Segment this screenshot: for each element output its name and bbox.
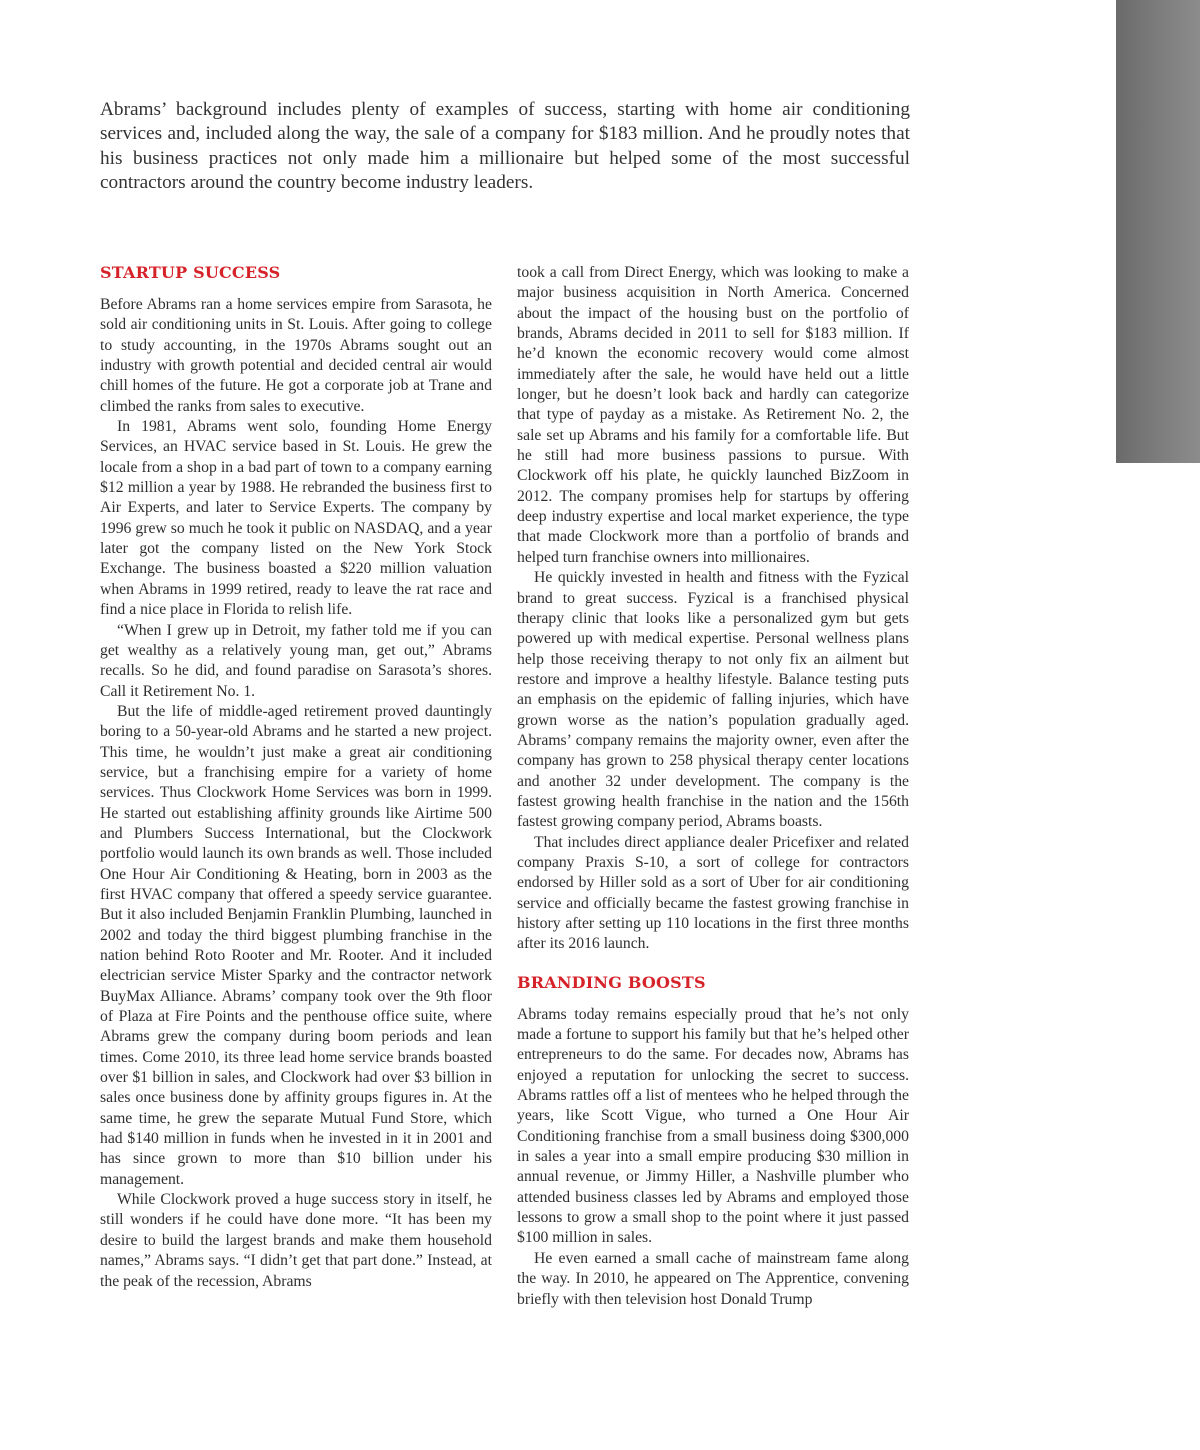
- body-paragraph: He even earned a small cache of mainstream fame along the way. In 2010, he appeared on The Apprentice, convening briefly with then television host Donald Trump: [517, 1249, 909, 1308]
- body-paragraph: took a call from Direct Energy, which was looking to make a major business acquisition in North America. Concerned about the impact of the housing bust on the portfolio of brands, Abrams decided in 2011 to sell for $183 million. If he’d known the economic recovery would come almost immediately after the sale, he would have held out a little longer, but he doesn’t look back and hardly can categorize that type of payday as a mistake. As Retirement No. 2, the sale set up Abrams and his family for a comfortable life. But he still had more business passions to pursue. With Clockwork off his plate, he quickly launched BizZoom in 2012. The company promises help for startups by offering deep industry expertise and local market experience, the type that made Clockwork more than a portfolio of brands and helped turn franchise owners into millionaires.: [517, 264, 909, 566]
- body-paragraph: That includes direct appliance dealer Pricefixer and related company Praxis S-10, a sort of college for contractors endorsed by Hiller sold as a sort of Uber for air conditioning service and officially became the fastest growing franchise in history after setting up 110 locations in the first three months after its 2016 launch.: [517, 833, 909, 953]
- body-paragraph: But the life of middle-aged retirement proved dauntingly boring to a 50-year-old Abrams and he started a new project. This time, he wouldn’t just make a great air conditioning service, but a franchising empire for a variety of home services. Thus Clockwork Home Services was born in 1999. He started out establishing affinity grounds like Airtime 500 and Plumbers Success International, but the Clockwork portfolio would launch its own brands as well. Those included One Hour Air Conditioning & Heating, born in 2003 as the first HVAC company that offered a speedy service guarantee. But it also included Benjamin Franklin Plumbing, launched in 2002 and today the third biggest plumbing franchise in the nation behind Roto Rooter and Mr. Rooter. And it included electrician service Mister Sparky and the contractor network BuyMax Alliance. Abrams’ company took over the 9th floor of Plaza at Fire Points and the penthouse office suite, where Abrams grew the company during boom periods and lean times. Come 2010, its three lead home service brands boasted over $1 billion in sales, and Clockwork had over $3 billion in sales once business done by affinity groups figures in. At the same time, he grew the separate Mutual Fund Store, which had $140 million in funds when he invested in it in 2001 and has since grown to more than $10 billion under his management.: [100, 702, 492, 1188]
- body-paragraph: In 1981, Abrams went solo, founding Home Energy Services, an HVAC service based in St. Louis. He grew the locale from a shop in a bad part of town to a company earning $12 million a year by 1988. He rebranded the business first to Air Experts, and later to Service Experts. The company by 1996 grew so much he took it public on NASDAQ, and a year later got the company listed on the New York Stock Exchange. The business boasted a $220 million valuation when Abrams in 1999 retired, ready to leave the rat race and find a nice place in Florida to relish life.: [100, 418, 492, 619]
- body-paragraph: Abrams today remains especially proud that he’s not only made a fortune to support his family but that he’s helped other entrepreneurs to do the same. For decades now, Abrams has enjoyed a reputation for unlocking the secret to success. Abrams rattles off a list of mentees who he helped through the years, like Scott Vigue, who turned a One Hour Air Conditioning franchise from a small business doing $300,000 in sales a year into a small empire producing $30 million in annual revenue, or Jimmy Hiller, a Nashville plumber who attended business classes led by Abrams and employed those lessons to grow a small shop to the point where it just passed $100 million in sales.: [517, 1005, 909, 1247]
- gray-side-tab: [1116, 0, 1200, 463]
- body-paragraph: While Clockwork proved a huge success story in itself, he still wonders if he could have done more. “It has been my desire to build the largest brands and make them household names,” Abrams says. “I didn’t get that part done.” Instead, at the peak of the recession, Abrams: [100, 1191, 492, 1290]
- body-paragraph: He quickly invested in health and fitness with the Fyzical brand to great success. Fyzical is a franchised physical therapy clinic that looks like a personalized gym but gets powered up with medical expertise. Personal wellness plans help those receiving therapy to not only fix an ailment but restore and improve a healthy lifestyle. Balance testing puts an emphasis on the epidemic of falling injuries, which have grown worse as the nation’s population gradually aged. Abrams’ company remains the majority owner, even after the company has grown to 258 physical therapy center locations and another 32 under development. The company is the fastest growing health franchise in the nation and the 156th fastest growing company period, Abrams boasts.: [517, 569, 909, 831]
- branding-boosts-heading: BRANDING BOOSTS: [517, 972, 706, 992]
- intro-paragraph: Abrams’ background includes plenty of examples of success, starting with home air conditioning services and, included along the way, the sale of a company for $183 million. And he proudly notes that his business practices not only made him a millionaire but helped some of the most successful contractors around the country become industry leaders.: [100, 99, 910, 193]
- left-column: [100, 263, 492, 1292]
- right-column: [517, 263, 909, 1310]
- startup-success-heading: STARTUP SUCCESS: [100, 263, 281, 282]
- body-paragraph: Before Abrams ran a home services empire from Sarasota, he sold air conditioning units in St. Louis. After going to college to study accounting, in the 1970s Abrams sought out an industry with growth potential and decided central air would chill homes of the future. He got a corporate job at Trane and climbed the ranks from sales to executive.: [100, 296, 492, 415]
- body-paragraph: “When I grew up in Detroit, my father told me if you can get wealthy as a relatively young man, get out,” Abrams recalls. So he did, and found paradise on Sarasota’s shores. Call it Retirement No. 1.: [100, 621, 492, 700]
